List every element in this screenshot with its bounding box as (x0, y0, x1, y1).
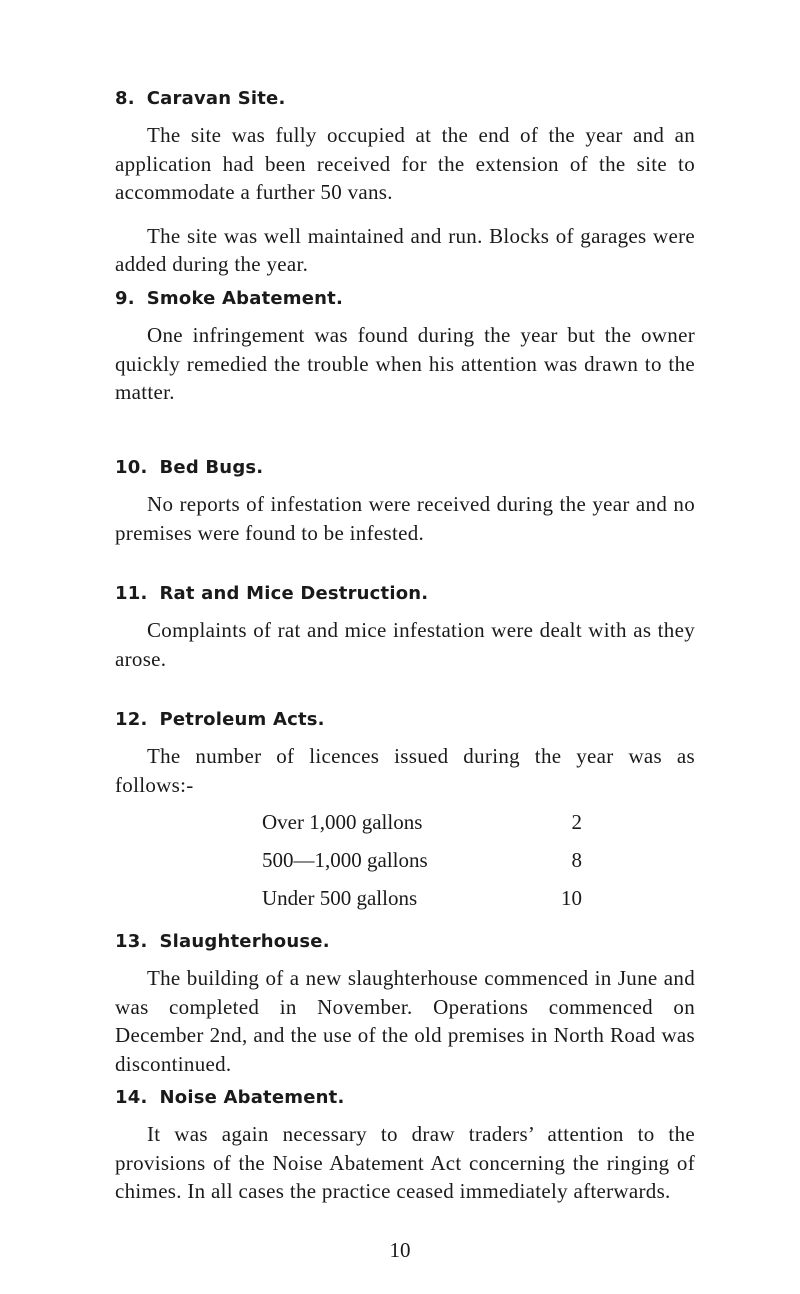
section-number: 9. (115, 288, 135, 309)
paragraph: The building of a new slaughterhouse commenced in June and was completed in November. Operations commenced on December 2nd, and the use of the old premises in North Road was discontinued. (115, 966, 695, 1076)
licence-category: 500—1,000 gallons (262, 847, 428, 872)
section-heading (115, 931, 695, 952)
section-title: Noise Abatement. (159, 1087, 345, 1108)
licence-count: 8 (571, 847, 582, 872)
table-row (262, 841, 582, 879)
section-heading (115, 88, 695, 109)
paragraph: Complaints of rat and mice infestation were dealt with as they arose. (115, 618, 695, 671)
licence-count: 10 (561, 885, 582, 910)
section-number: 10. (115, 457, 148, 478)
section-noise-abatement (115, 1087, 695, 1221)
paragraph: The site was well maintained and run. Blocks of garages were added during the year. (115, 223, 695, 276)
section-number: 12. (115, 709, 148, 730)
section-title: Petroleum Acts. (159, 709, 325, 730)
section-heading (115, 288, 695, 309)
section-heading (115, 583, 695, 604)
licence-category: Under 500 gallons (262, 885, 418, 910)
paragraph: It was again necessary to draw traders’ attention to the provisions of the Noise Abatement Act concerning the ringing of chimes. In all cases the practice ceased immediately afterwards. (115, 1122, 695, 1203)
page-number: 10 (389, 1238, 411, 1262)
section-number: 13. (115, 931, 148, 952)
licence-table (262, 803, 582, 917)
section-title: Smoke Abatement. (146, 288, 344, 309)
section-heading (115, 709, 695, 730)
section-title: Slaughterhouse. (159, 931, 330, 952)
section-title: Bed Bugs. (159, 457, 264, 478)
section-number: 14. (115, 1087, 148, 1108)
paragraph: One infringement was found during the year but the owner quickly remedied the trouble when his attention was drawn to the matter. (115, 323, 695, 404)
section-number: 11. (115, 583, 148, 604)
licence-category: Over 1,000 gallons (262, 809, 423, 834)
paragraph: The site was fully occupied at the end of the year and an application had been received for the extension of the site to accommodate a further 50 vans. (115, 123, 695, 204)
section-heading (115, 1087, 695, 1108)
section-number: 8. (115, 88, 135, 109)
table-row (262, 879, 582, 917)
section-title: Caravan Site. (146, 88, 286, 109)
section-rat-and-mice-destruction (115, 583, 695, 688)
section-slaughterhouse (115, 931, 695, 1093)
section-title: Rat and Mice Destruction. (159, 583, 429, 604)
section-heading (115, 457, 695, 478)
section-smoke-abatement (115, 288, 695, 422)
paragraph: The number of licences issued during the year was as follows:- (115, 744, 695, 797)
section-caravan-site (115, 88, 695, 294)
section-petroleum-acts (115, 709, 695, 917)
licence-count: 2 (571, 809, 582, 834)
table-row (262, 803, 582, 841)
section-bed-bugs (115, 457, 695, 562)
paragraph: No reports of infestation were received during the year and no premises were found to be infested. (115, 492, 695, 545)
